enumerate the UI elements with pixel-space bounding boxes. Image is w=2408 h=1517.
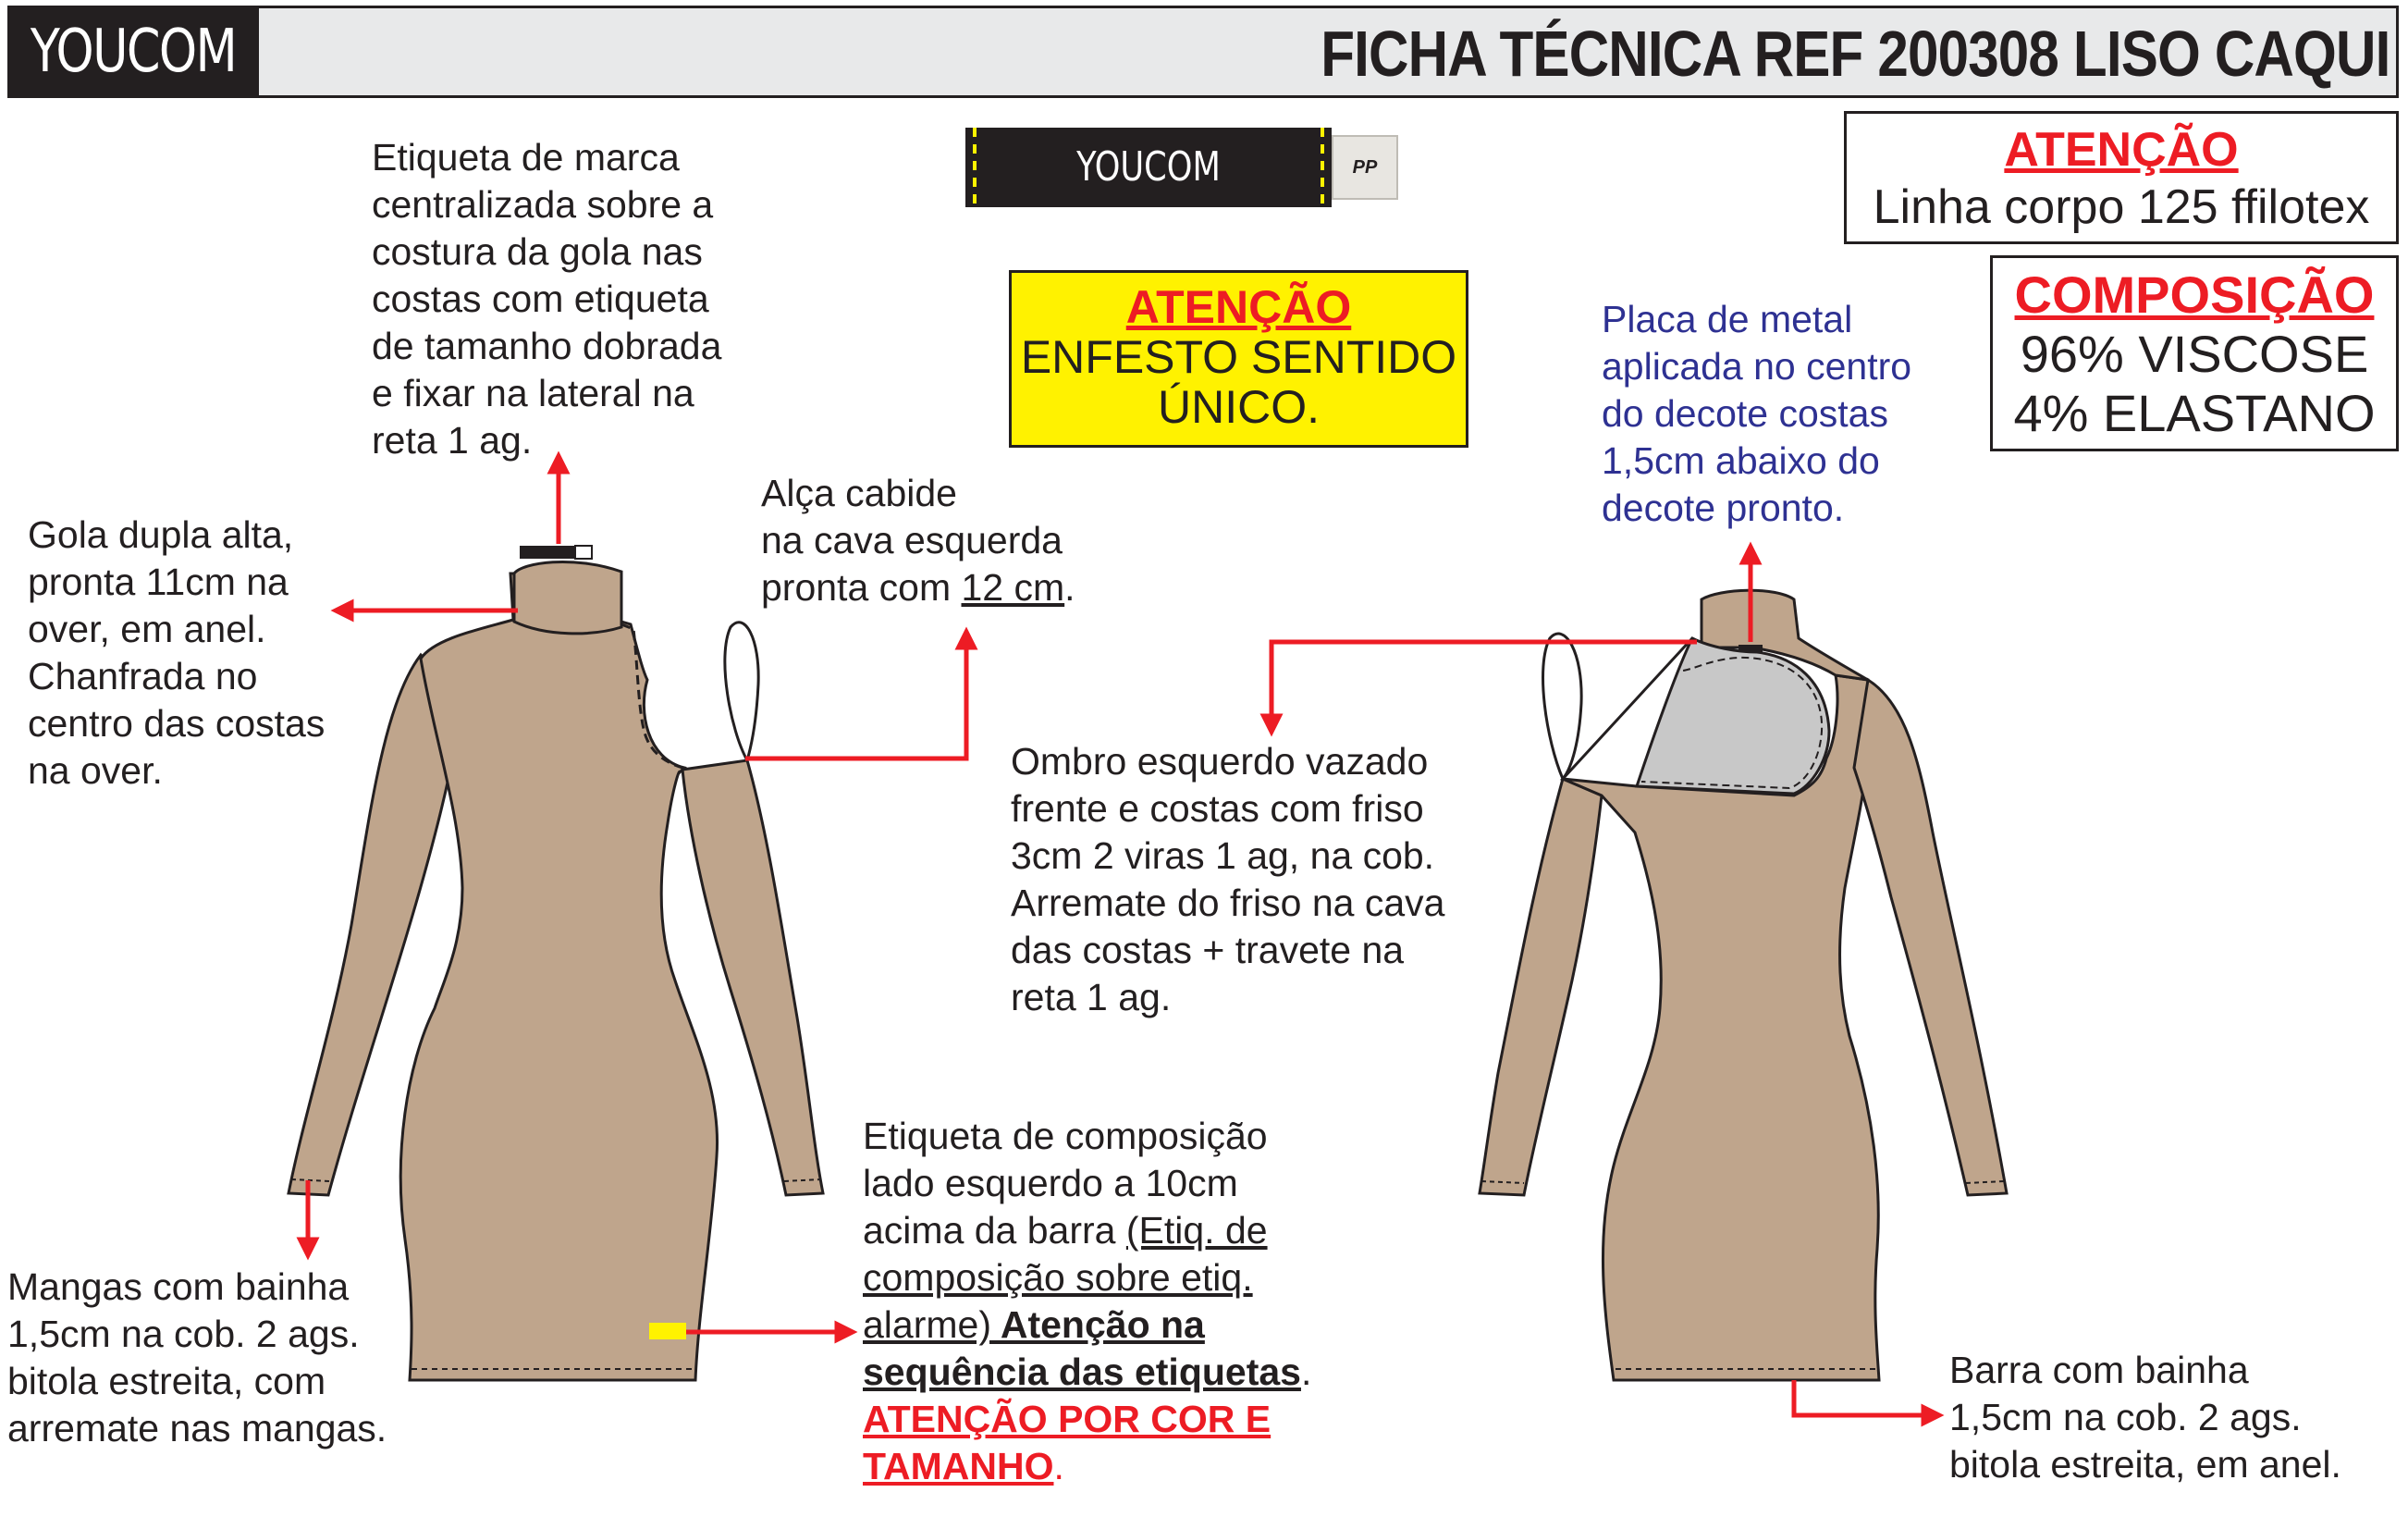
composition-line2: 4% ELASTANO [2013, 384, 2376, 442]
arrow-hanger-loop [745, 638, 966, 758]
note-comp-color-size: ATENÇÃO POR COR E TAMANHO [863, 1398, 1272, 1487]
composition-label-marker [649, 1323, 686, 1339]
back-view [1480, 590, 2007, 1380]
brand-logo: YOUCOM [30, 18, 237, 86]
metal-plate [1738, 645, 1763, 652]
front-hanger-loop [725, 623, 758, 760]
note-comp-sequence: Atenção na sequência das etiquetas [863, 1303, 1301, 1393]
composition-box [1990, 255, 2399, 451]
front-view [289, 546, 823, 1380]
thread-warning-text: Linha corpo 125 ffilotex [1873, 180, 2370, 234]
note-collar: Gola dupla alta, pronta 11cm na over, em anel. Chanfrada no centro das costas na over. [28, 513, 326, 792]
note-brand-label: Etiqueta de marca centralizada sobre a costura da gola nas costas com etiqueta de tamanho dobrada e fixar na lateral na reta 1 ag. [372, 136, 722, 462]
sheet-title: FICHA TÉCNICA REF 200308 LISO CAQUI [1320, 18, 2390, 90]
fabric-warning-box [1009, 270, 1468, 448]
arrow-hem [1794, 1380, 1933, 1415]
note-hanger-loop-end: . [1064, 566, 1075, 609]
collar-brand-label [520, 546, 575, 559]
note-comp-text: Etiqueta de composição lado esquerdo a 10cm acima da barra [863, 1115, 1268, 1252]
size-tag-text: PP [1352, 157, 1378, 178]
note-metal-plate: Placa de metal aplicada no centro do decote costas 1,5cm abaixo do decote pronto. [1602, 298, 1912, 529]
brand-label-text: YOUCOM [1076, 143, 1221, 191]
back-left-sleeve [1480, 779, 1602, 1195]
back-shoulder-cutout [1637, 638, 1829, 794]
fabric-warning-line2: ÚNICO. [1158, 381, 1320, 433]
note-shoulder: Ombro esquerdo vazado frente e costas com friso 3cm 2 viras 1 ag, na cob. Arremate do friso na cava das costas + travete na reta 1 ag. [1011, 740, 1445, 1018]
composition-line1: 96% VISCOSE [2020, 325, 2369, 383]
note-composition-label [863, 1113, 1311, 1490]
note-hem: Barra com bainha 1,5cm na cob. 2 ags. bitola estreita, em anel. [1949, 1349, 2341, 1486]
note-comp-parenthetical: (Etiq. de composição sobre etiq. alarme) [863, 1209, 1268, 1346]
composition-heading: COMPOSIÇÃO [2014, 265, 2375, 324]
note-comp-dot: . [1300, 1350, 1312, 1393]
thread-warning-box [1844, 111, 2399, 244]
back-hanger-loop [1543, 634, 1582, 779]
collar-size-label [575, 546, 592, 559]
thread-warning-heading: ATENÇÃO [2004, 123, 2239, 177]
note-sleeves: Mangas com bainha 1,5cm na cob. 2 ags. bitola estreita, com arremate nas mangas. [7, 1265, 387, 1449]
fabric-warning-line1: ENFESTO SENTIDO [1020, 331, 1457, 383]
fabric-warning-heading: ATENÇÃO [1125, 281, 1352, 333]
front-collar [514, 561, 621, 633]
note-hanger-loop-length: 12 cm [961, 566, 1065, 609]
note-hanger-loop-text: Alça cabide na cava esquerda pronta com [761, 472, 1063, 609]
note-comp-end: . [1053, 1445, 1064, 1487]
note-hanger-loop [761, 470, 1075, 611]
front-body [400, 574, 717, 1380]
back-right-sleeve [1854, 680, 2007, 1195]
